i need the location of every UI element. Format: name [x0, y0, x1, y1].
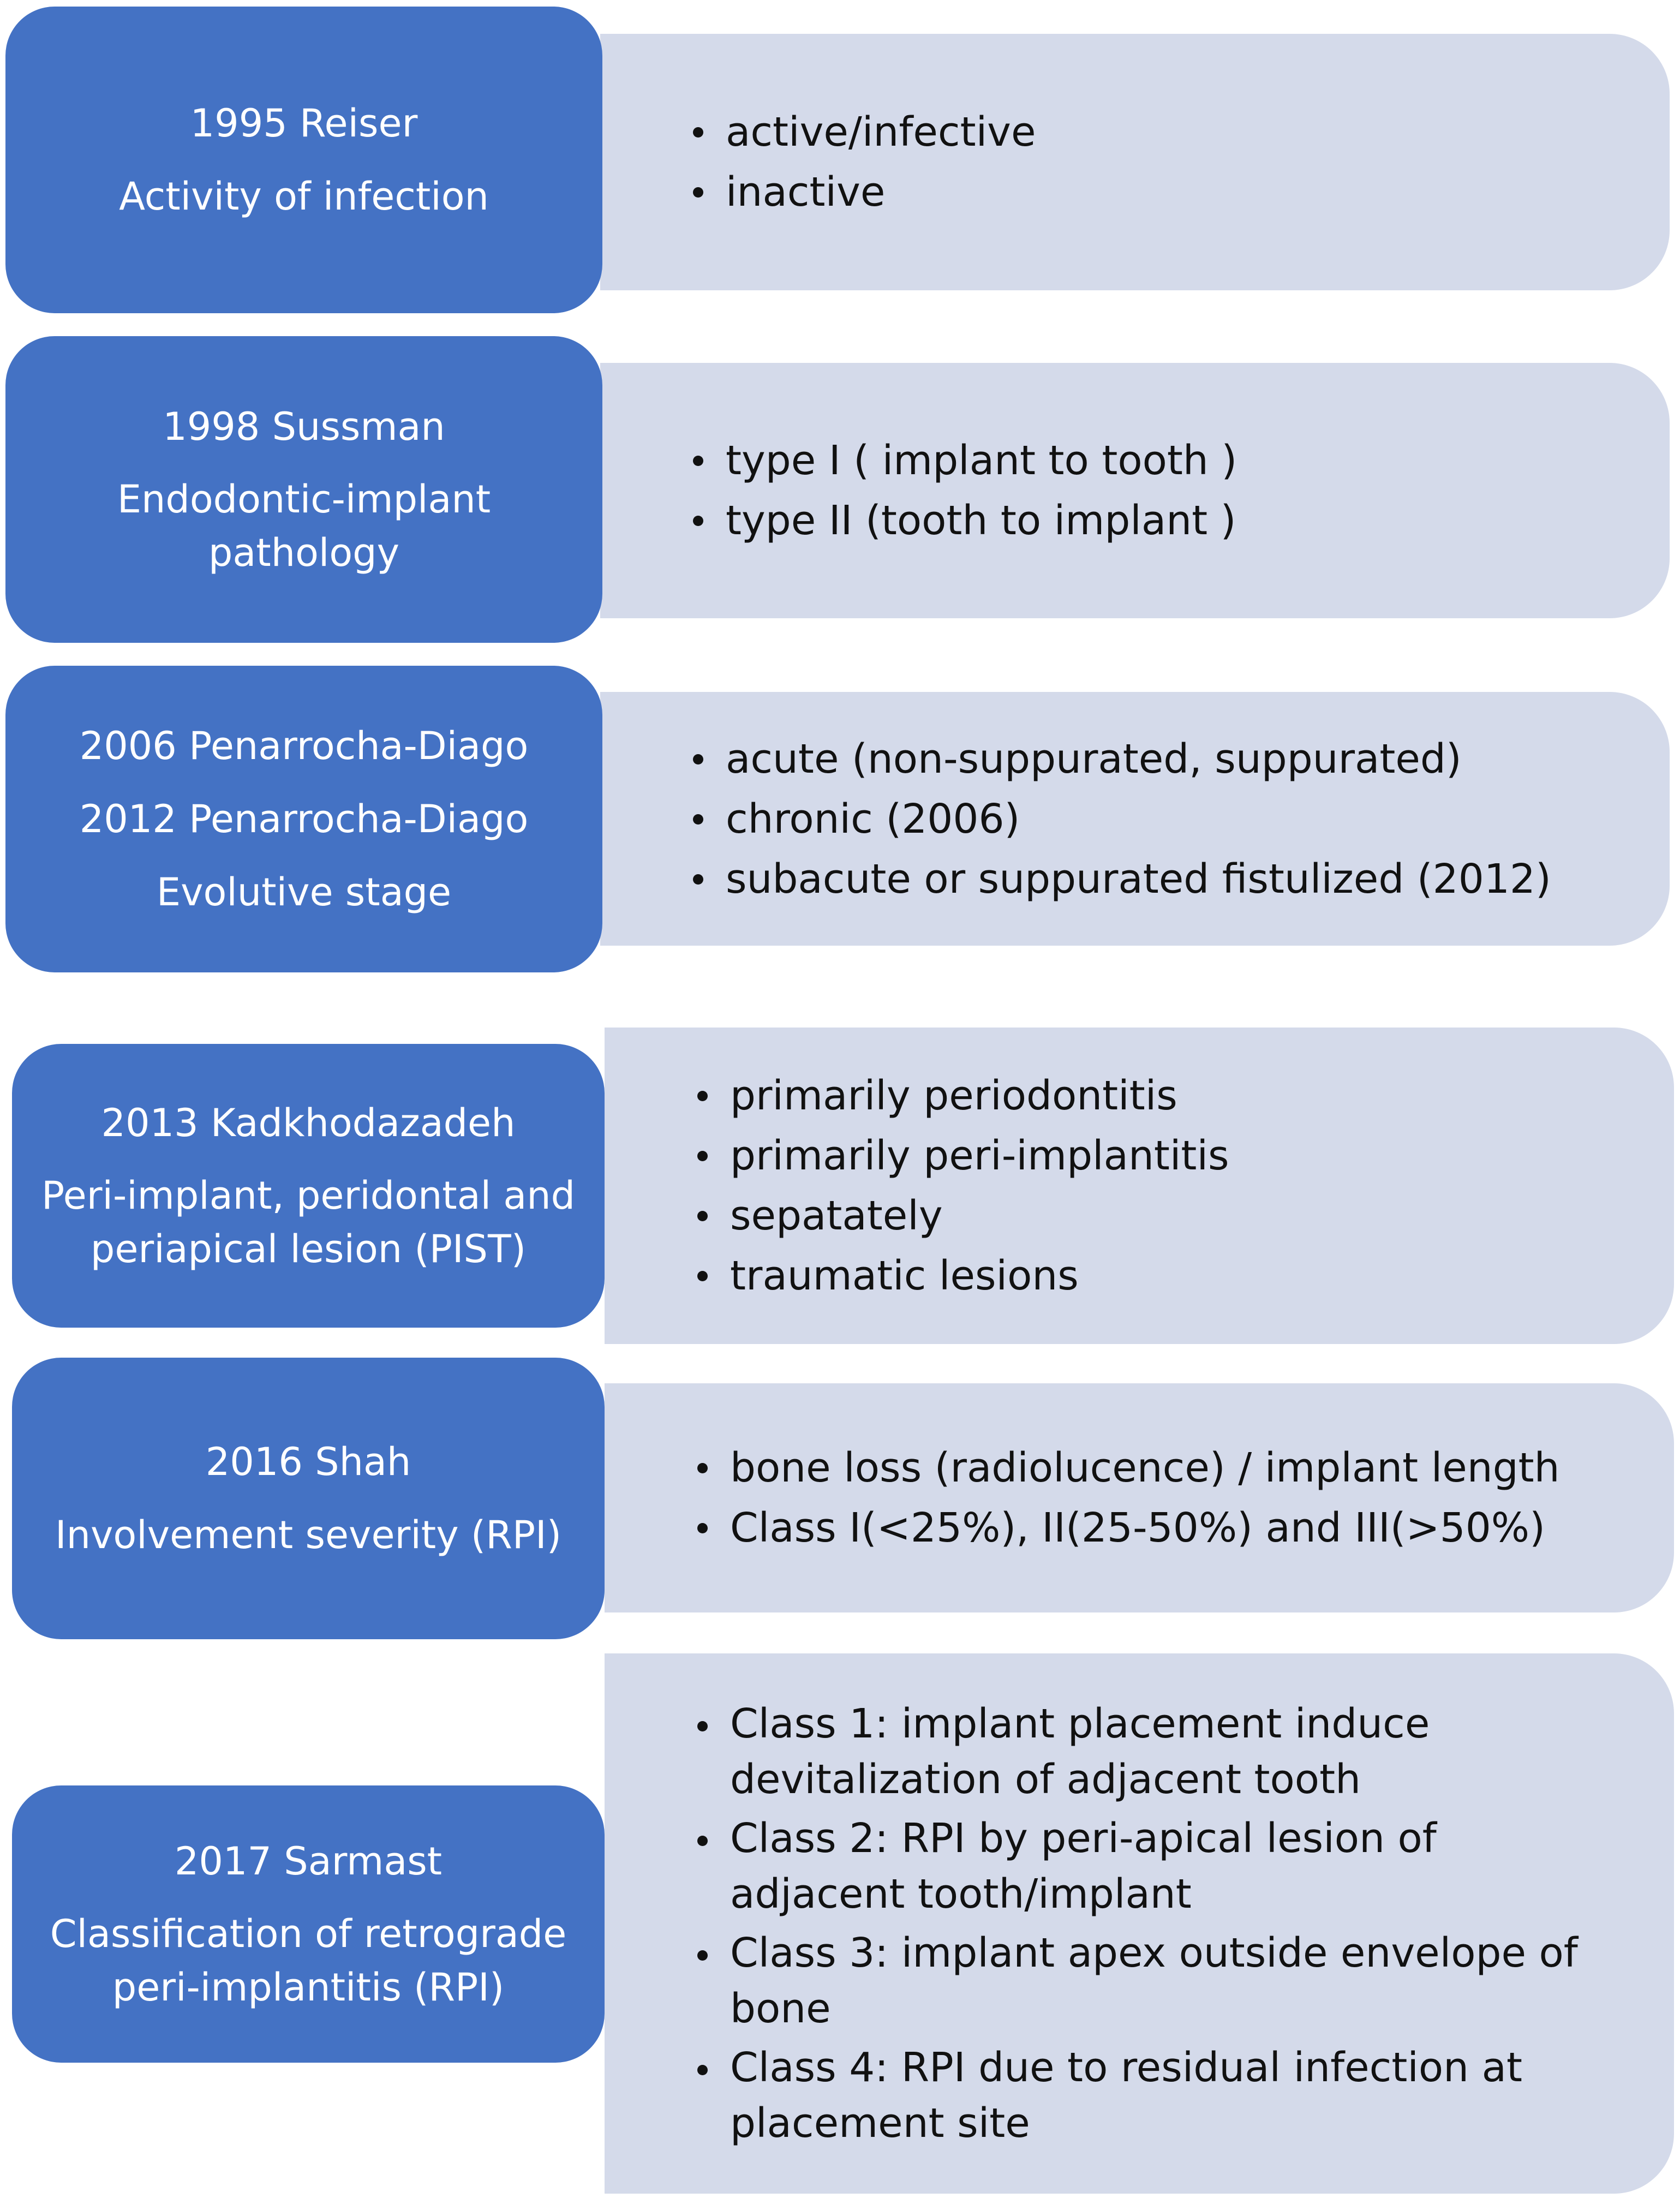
row-4-subtitle: Peri-implant, peridontal and periapical lesion (PIST)	[41, 1173, 576, 1271]
row-3-list	[693, 729, 1637, 909]
list-item: subacute or suppurated fistulized (2012)	[693, 849, 1637, 909]
row-5-label	[12, 1358, 605, 1639]
list-item: primarily peri-implantitis	[697, 1126, 1641, 1186]
row-3-heading-1: 2006 Penarrocha-Diago	[79, 724, 529, 768]
row-5-heading: 2016 Shah	[205, 1440, 411, 1484]
row-4-label	[12, 1044, 605, 1328]
row-2-list	[693, 431, 1637, 551]
row-1-label	[5, 7, 602, 313]
row-2-label	[5, 336, 602, 643]
row-2-subtitle: Endodontic-implant pathology	[117, 477, 491, 575]
list-item: chronic (2006)	[693, 789, 1637, 849]
list-item: traumatic lesions	[697, 1246, 1641, 1306]
row-4-heading: 2013 Kadkhodazadeh	[101, 1101, 516, 1145]
list-item: acute (non-suppurated, suppurated)	[693, 729, 1637, 789]
list-item: Class 4: RPI due to residual infection at placement site	[697, 2040, 1609, 2151]
list-item: Class 1: implant placement induce devitalization of adjacent tooth	[697, 1696, 1609, 1807]
row-6-heading: 2017 Sarmast	[174, 1839, 443, 1884]
row-3-heading-2: 2012 Penarrocha-Diago	[79, 797, 529, 841]
list-item: bone loss (radiolucence) / implant length	[697, 1438, 1641, 1498]
row-5-details	[605, 1383, 1674, 1612]
row-2-heading: 1998 Sussman	[163, 404, 445, 449]
list-item: Class 3: implant apex outside envelope of bone	[697, 1925, 1609, 2036]
row-6-details	[605, 1653, 1674, 2194]
row-3-label	[5, 666, 602, 972]
list-item: Class 2: RPI by peri-apical lesion of adjacent tooth/implant	[697, 1811, 1609, 1922]
row-6-subtitle: Classification of retrograde peri-implantitis (RPI)	[50, 1912, 567, 2010]
row-1-heading: 1995 Reiser	[190, 101, 418, 146]
row-6-label	[12, 1785, 605, 2063]
row-3-details	[600, 692, 1670, 946]
row-3-subtitle: Evolutive stage	[156, 870, 452, 915]
list-item: inactive	[693, 162, 1637, 222]
list-item: type I ( implant to tooth )	[693, 431, 1637, 491]
row-2-details	[600, 363, 1670, 618]
row-6-list	[697, 1696, 1609, 2151]
row-5-list	[697, 1438, 1641, 1558]
list-item: active/infective	[693, 102, 1637, 162]
row-1-subtitle: Activity of infection	[119, 174, 489, 219]
row-1-list	[693, 102, 1637, 222]
row-5-subtitle: Involvement severity (RPI)	[55, 1513, 561, 1557]
row-4-details	[605, 1028, 1674, 1344]
list-item: type II (tooth to implant )	[693, 491, 1637, 551]
row-1-details	[600, 34, 1670, 290]
list-item: Class I(<25%), II(25-50%) and III(>50%)	[697, 1498, 1641, 1558]
list-item: primarily periodontitis	[697, 1066, 1641, 1126]
list-item: sepatately	[697, 1186, 1641, 1246]
row-4-list	[697, 1066, 1641, 1306]
